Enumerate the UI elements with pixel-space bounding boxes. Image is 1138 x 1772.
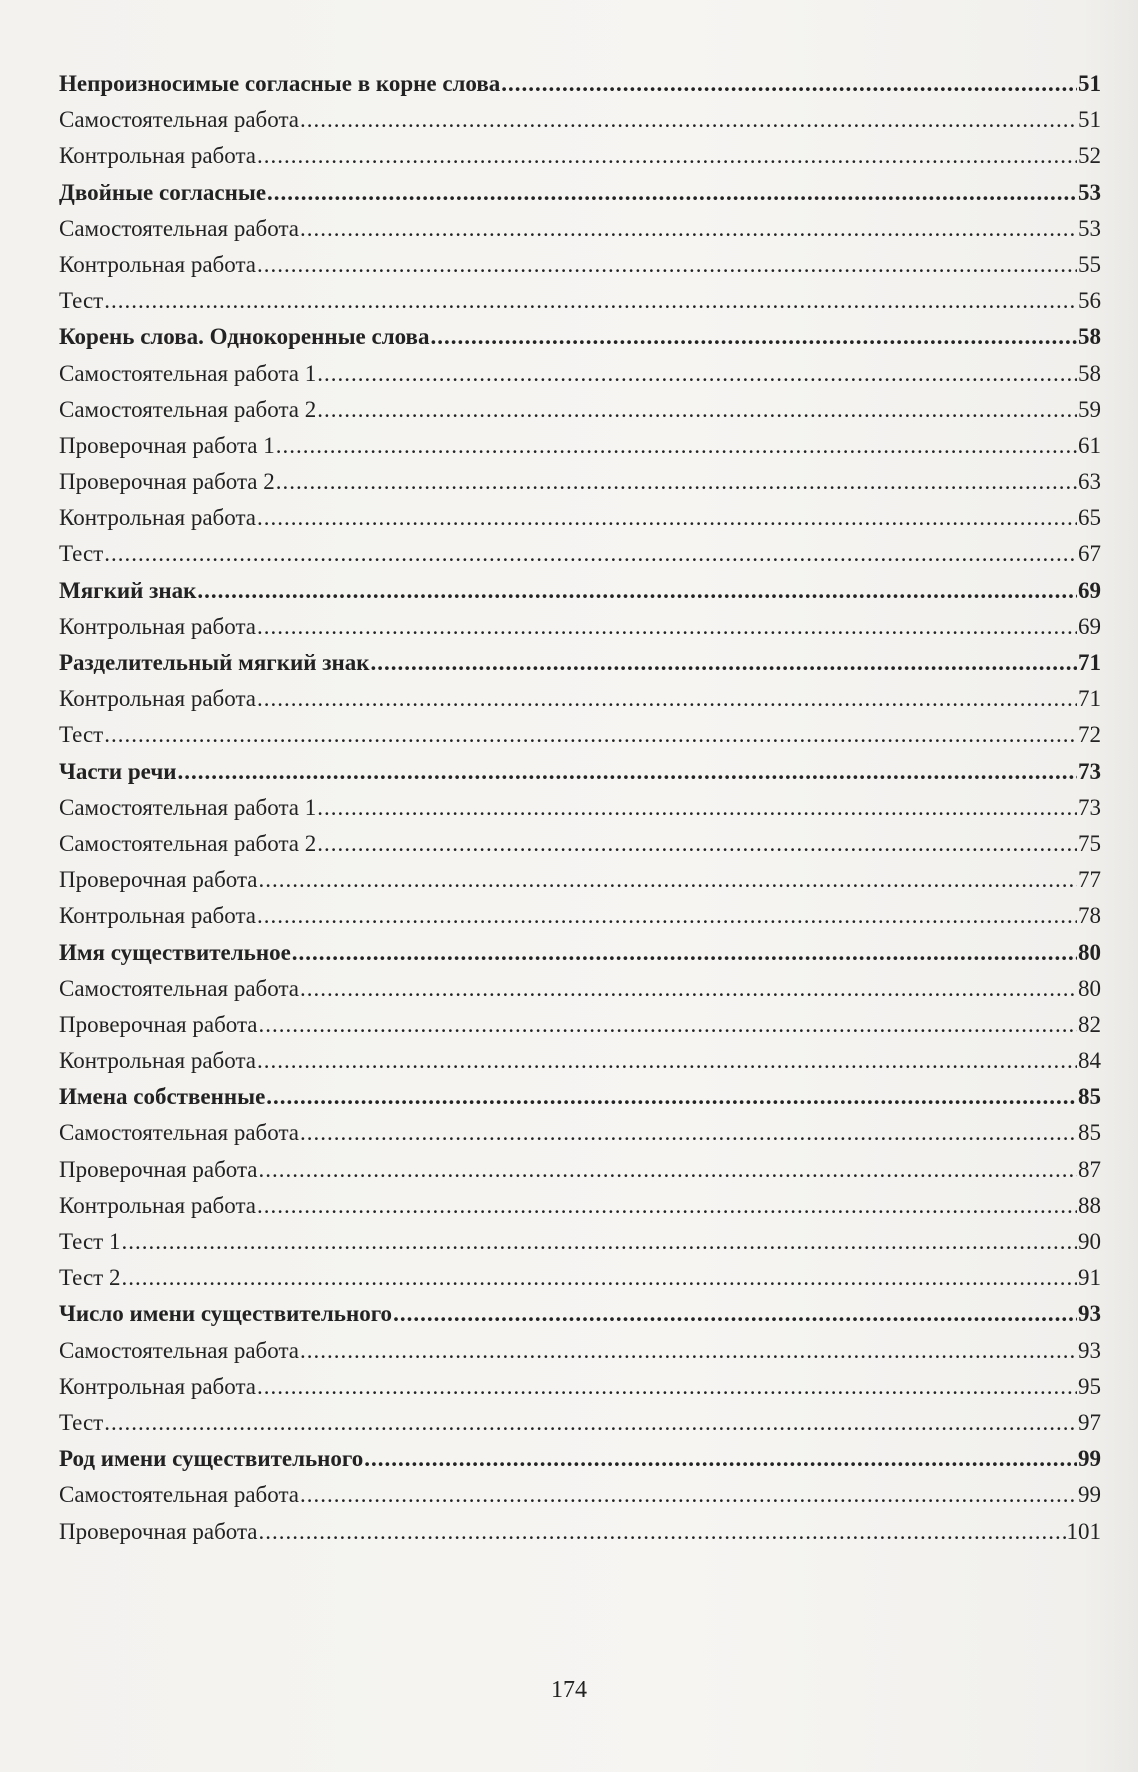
dot-leader bbox=[257, 500, 1077, 536]
toc-entry-page: 72 bbox=[1078, 722, 1101, 748]
toc-section-entry bbox=[59, 1079, 1101, 1115]
toc-subentry bbox=[59, 1514, 1101, 1550]
toc-entry-title: Тест bbox=[59, 541, 104, 567]
toc-entry-title: Контрольная работа bbox=[59, 143, 256, 169]
toc-subentry bbox=[59, 211, 1101, 247]
dot-leader bbox=[300, 1115, 1077, 1151]
dot-leader bbox=[257, 1188, 1077, 1224]
toc-entry-title: Контрольная работа bbox=[59, 1048, 256, 1074]
toc-entry-page: 65 bbox=[1078, 505, 1101, 531]
toc-entry-page: 58 bbox=[1078, 324, 1101, 350]
toc-subentry bbox=[59, 681, 1101, 717]
toc-entry-page: 71 bbox=[1078, 650, 1101, 675]
toc-subentry bbox=[59, 1260, 1101, 1296]
toc-section-entry bbox=[59, 66, 1101, 102]
toc-entry-page: 99 bbox=[1078, 1446, 1101, 1472]
dot-leader bbox=[276, 464, 1077, 500]
dot-leader bbox=[317, 826, 1077, 862]
toc-entry-title: Разделительный мягкий знак bbox=[59, 650, 370, 675]
toc-subentry bbox=[59, 138, 1101, 174]
toc-subentry bbox=[59, 247, 1101, 283]
toc-subentry bbox=[59, 102, 1101, 138]
toc-entry-title: Контрольная работа bbox=[59, 903, 256, 929]
toc-entry-page: 93 bbox=[1078, 1337, 1101, 1363]
toc-entry-title: Части речи bbox=[59, 758, 177, 784]
dot-leader bbox=[317, 356, 1077, 392]
dot-leader bbox=[257, 1043, 1077, 1079]
toc-entry-title: Корень слова. Однокоренные слова bbox=[59, 324, 430, 350]
toc-entry-title: Двойные согласные bbox=[59, 179, 267, 205]
toc-entry-title: Самостоятельная работа bbox=[59, 215, 299, 241]
dot-leader bbox=[257, 247, 1077, 283]
toc-entry-page: 51 bbox=[1078, 71, 1101, 96]
toc-entry-page: 82 bbox=[1078, 1011, 1101, 1037]
toc-entry-title: Имена собственные bbox=[59, 1084, 266, 1110]
dot-leader bbox=[300, 211, 1077, 247]
toc-entry-title: Самостоятельная работа bbox=[59, 107, 299, 133]
dot-leader bbox=[364, 1441, 1077, 1477]
toc-entry-page: 69 bbox=[1078, 613, 1101, 639]
toc-entry-page: 52 bbox=[1078, 143, 1101, 169]
toc-entry-page: 73 bbox=[1078, 794, 1101, 820]
toc-entry-page: 84 bbox=[1078, 1048, 1101, 1074]
toc-subentry bbox=[59, 1043, 1101, 1079]
toc-entry-page: 73 bbox=[1078, 758, 1101, 784]
toc-entry-page: 90 bbox=[1078, 1229, 1101, 1254]
dot-leader bbox=[259, 1007, 1077, 1043]
toc-entry-page: 97 bbox=[1078, 1409, 1101, 1435]
toc-entry-page: 99 bbox=[1078, 1482, 1101, 1508]
toc-section-entry bbox=[59, 573, 1101, 609]
toc-entry-page: 51 bbox=[1078, 107, 1101, 133]
toc-entry-title: Тест bbox=[59, 722, 104, 748]
dot-leader bbox=[257, 138, 1077, 174]
toc-entry-title: Тест bbox=[59, 288, 104, 314]
toc-entry-title: Мягкий знак bbox=[59, 577, 197, 603]
toc-subentry bbox=[59, 1152, 1101, 1188]
dot-leader bbox=[300, 102, 1077, 138]
toc-entry-page: 95 bbox=[1078, 1373, 1101, 1399]
toc-subentry bbox=[59, 898, 1101, 934]
toc-entry-page: 58 bbox=[1078, 360, 1101, 386]
toc-entry-title: Проверочная работа 1 bbox=[59, 432, 275, 458]
toc-subentry bbox=[59, 392, 1101, 428]
toc-subentry bbox=[59, 790, 1101, 826]
toc-entry-page: 61 bbox=[1078, 432, 1101, 458]
toc-subentry bbox=[59, 464, 1101, 500]
toc-subentry bbox=[59, 1224, 1101, 1260]
toc-entry-title: Самостоятельная работа bbox=[59, 975, 299, 1001]
toc-entry-title: Проверочная работа bbox=[59, 1011, 258, 1037]
dot-leader bbox=[257, 681, 1077, 717]
page-number: 174 bbox=[551, 1677, 587, 1703]
toc-subentry bbox=[59, 1115, 1101, 1151]
toc-entry-page: 87 bbox=[1078, 1156, 1101, 1182]
toc-entry-title: Тест 1 bbox=[59, 1229, 121, 1254]
toc-entry-title: Самостоятельная работа bbox=[59, 1120, 299, 1146]
toc-entry-title: Контрольная работа bbox=[59, 613, 256, 639]
toc-subentry bbox=[59, 826, 1101, 862]
dot-leader bbox=[292, 935, 1077, 971]
dot-leader bbox=[121, 1224, 1077, 1260]
dot-leader bbox=[430, 319, 1077, 355]
dot-leader bbox=[370, 645, 1077, 681]
toc-entry-title: Род имени существительного bbox=[59, 1446, 364, 1472]
toc-entry-title: Самостоятельная работа 2 bbox=[59, 396, 317, 422]
dot-leader bbox=[104, 283, 1077, 319]
toc-entry-title: Самостоятельная работа 1 bbox=[59, 360, 317, 386]
toc-entry-title: Контрольная работа bbox=[59, 1373, 256, 1399]
dot-leader bbox=[259, 862, 1077, 898]
toc-entry-title: Проверочная работа 2 bbox=[59, 469, 275, 495]
toc-entry-page: 67 bbox=[1078, 541, 1101, 567]
dot-leader bbox=[257, 609, 1077, 645]
dot-leader bbox=[317, 790, 1077, 826]
toc-entry-title: Имя существительное bbox=[59, 939, 291, 965]
toc-entry-title: Проверочная работа bbox=[59, 1156, 258, 1182]
toc-entry-page: 85 bbox=[1078, 1120, 1101, 1146]
toc-subentry bbox=[59, 283, 1101, 319]
toc-subentry bbox=[59, 536, 1101, 572]
table-of-contents bbox=[59, 66, 1101, 1550]
toc-subentry bbox=[59, 1007, 1101, 1043]
toc-subentry bbox=[59, 1369, 1101, 1405]
dot-leader bbox=[300, 1333, 1077, 1369]
toc-subentry bbox=[59, 428, 1101, 464]
toc-entry-title: Непроизносимые согласные в корне слова bbox=[59, 71, 501, 96]
toc-entry-page: 93 bbox=[1078, 1301, 1101, 1327]
toc-entry-title: Контрольная работа bbox=[59, 1192, 256, 1218]
toc-section-entry bbox=[59, 319, 1101, 355]
toc-entry-page: 59 bbox=[1078, 396, 1101, 422]
dot-leader bbox=[300, 971, 1077, 1007]
dot-leader bbox=[121, 1260, 1077, 1296]
dot-leader bbox=[104, 536, 1077, 572]
toc-subentry bbox=[59, 356, 1101, 392]
toc-entry-page: 80 bbox=[1078, 975, 1101, 1001]
toc-entry-title: Контрольная работа bbox=[59, 686, 256, 712]
toc-section-entry bbox=[59, 645, 1101, 681]
toc-subentry bbox=[59, 1405, 1101, 1441]
toc-entry-page: 80 bbox=[1078, 939, 1101, 965]
toc-entry-page: 63 bbox=[1078, 469, 1101, 495]
dot-leader bbox=[259, 1152, 1077, 1188]
toc-entry-page: 69 bbox=[1078, 577, 1101, 603]
toc-subentry bbox=[59, 717, 1101, 753]
toc-section-entry bbox=[59, 1296, 1101, 1332]
toc-entry-page: 75 bbox=[1078, 830, 1101, 856]
toc-entry-title: Проверочная работа bbox=[59, 1518, 258, 1544]
dot-leader bbox=[501, 66, 1077, 102]
toc-entry-title: Число имени существительного bbox=[59, 1301, 393, 1327]
toc-subentry bbox=[59, 1477, 1101, 1513]
toc-entry-title: Контрольная работа bbox=[59, 505, 256, 531]
toc-entry-page: 53 bbox=[1078, 179, 1101, 205]
toc-subentry bbox=[59, 1333, 1101, 1369]
dot-leader bbox=[259, 1514, 1066, 1550]
toc-entry-title: Самостоятельная работа 2 bbox=[59, 830, 317, 856]
toc-entry-title: Самостоятельная работа bbox=[59, 1482, 299, 1508]
dot-leader bbox=[276, 428, 1077, 464]
toc-entry-page: 53 bbox=[1078, 215, 1101, 241]
dot-leader bbox=[257, 1369, 1077, 1405]
toc-section-entry bbox=[59, 1441, 1101, 1477]
toc-entry-page: 77 bbox=[1078, 867, 1101, 893]
toc-subentry bbox=[59, 971, 1101, 1007]
toc-subentry bbox=[59, 500, 1101, 536]
toc-entry-title: Контрольная работа bbox=[59, 251, 256, 277]
toc-section-entry bbox=[59, 754, 1101, 790]
toc-subentry bbox=[59, 609, 1101, 645]
toc-entry-page: 91 bbox=[1078, 1265, 1101, 1291]
dot-leader bbox=[317, 392, 1077, 428]
dot-leader bbox=[197, 573, 1077, 609]
toc-section-entry bbox=[59, 175, 1101, 211]
toc-section-entry bbox=[59, 935, 1101, 971]
dot-leader bbox=[104, 717, 1077, 753]
dot-leader bbox=[104, 1405, 1077, 1441]
dot-leader bbox=[257, 898, 1077, 934]
toc-entry-page: 85 bbox=[1078, 1084, 1101, 1110]
toc-entry-page: 71 bbox=[1078, 686, 1101, 712]
dot-leader bbox=[267, 175, 1077, 211]
toc-entry-page: 56 bbox=[1078, 288, 1101, 314]
toc-entry-title: Самостоятельная работа bbox=[59, 1337, 299, 1363]
dot-leader bbox=[300, 1477, 1077, 1513]
toc-entry-title: Самостоятельная работа 1 bbox=[59, 794, 317, 820]
toc-subentry bbox=[59, 862, 1101, 898]
toc-entry-title: Тест 2 bbox=[59, 1265, 121, 1291]
toc-entry-page: 88 bbox=[1078, 1192, 1101, 1218]
toc-entry-page: 55 bbox=[1078, 251, 1101, 277]
toc-entry-page: 78 bbox=[1078, 903, 1101, 929]
toc-subentry bbox=[59, 1188, 1101, 1224]
toc-entry-title: Тест bbox=[59, 1409, 104, 1435]
dot-leader bbox=[178, 754, 1077, 790]
toc-entry-page: 101 bbox=[1066, 1518, 1101, 1544]
toc-entry-title: Проверочная работа bbox=[59, 867, 258, 893]
dot-leader bbox=[393, 1296, 1077, 1332]
dot-leader bbox=[266, 1079, 1077, 1115]
